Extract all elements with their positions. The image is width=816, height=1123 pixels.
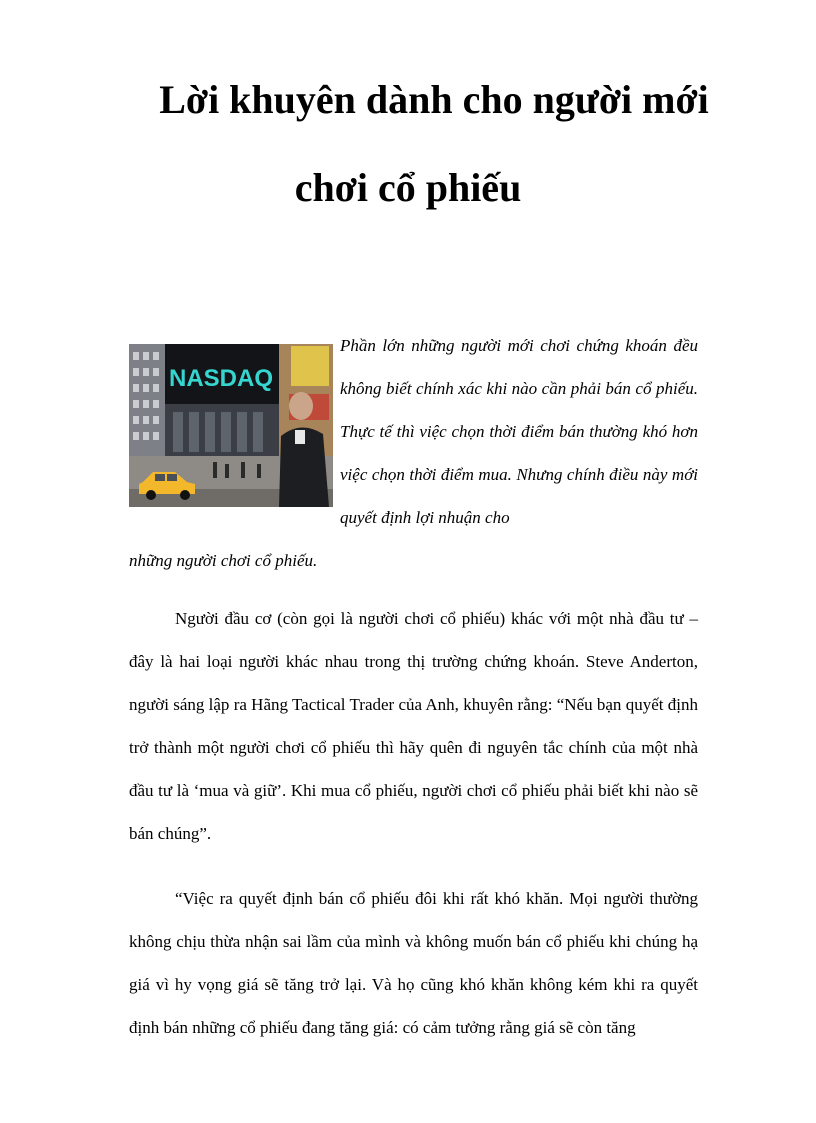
title-line-1: Lời khuyên dành cho người mới xyxy=(159,77,709,122)
title-line-2: chơi cổ phiếu xyxy=(294,165,522,210)
paragraph-1: Người đầu cơ (còn gọi là người chơi cổ phiếu) khác với một nhà đầu tư – đây là hai loại người khác nhau trong thị trường chứng khoán. Steve Anderton, người sáng lập ra Hãng Tactical Trader của Anh, khuyên rằng: “Nếu bạn quyết định trở thành một người chơi cổ phiếu thì hãy quên đi nguyên tắc chính của một nhà đầu tư là ‘mua và giữ’. Khi mua cổ phiếu, người chơi cổ phiếu phải biết khi nào sẽ bán chúng”. xyxy=(129,609,698,843)
paragraph-2: “Việc ra quyết định bán cổ phiếu đôi khi rất khó khăn. Mọi người thường không chịu thừa nhận sai lầm của mình và không muốn bán cổ phiếu khi chúng hạ giá vì hy vọng giá sẽ tăng trở lại. Và họ cũng khó khăn không kém khi ra quyết định bán những cổ phiếu đang tăng giá: có cảm tưởng rằng giá sẽ còn tăng xyxy=(129,889,698,1037)
nasdaq-building-photo xyxy=(129,344,333,507)
nasdaq-sign-text: NASDAQ xyxy=(168,365,274,392)
intro-text: Phần lớn những người mới chơi chứng khoán đều không biết chính xác khi nào cần phải bán cổ phiếu. Thực tế thì việc chọn thời điểm bán thường khó hơn việc chọn thời điểm mua. Nhưng chính điều này mới quyết định lợi nhuận cho xyxy=(340,336,698,527)
intro-text-tail: những người chơi cổ phiếu. xyxy=(129,551,318,570)
